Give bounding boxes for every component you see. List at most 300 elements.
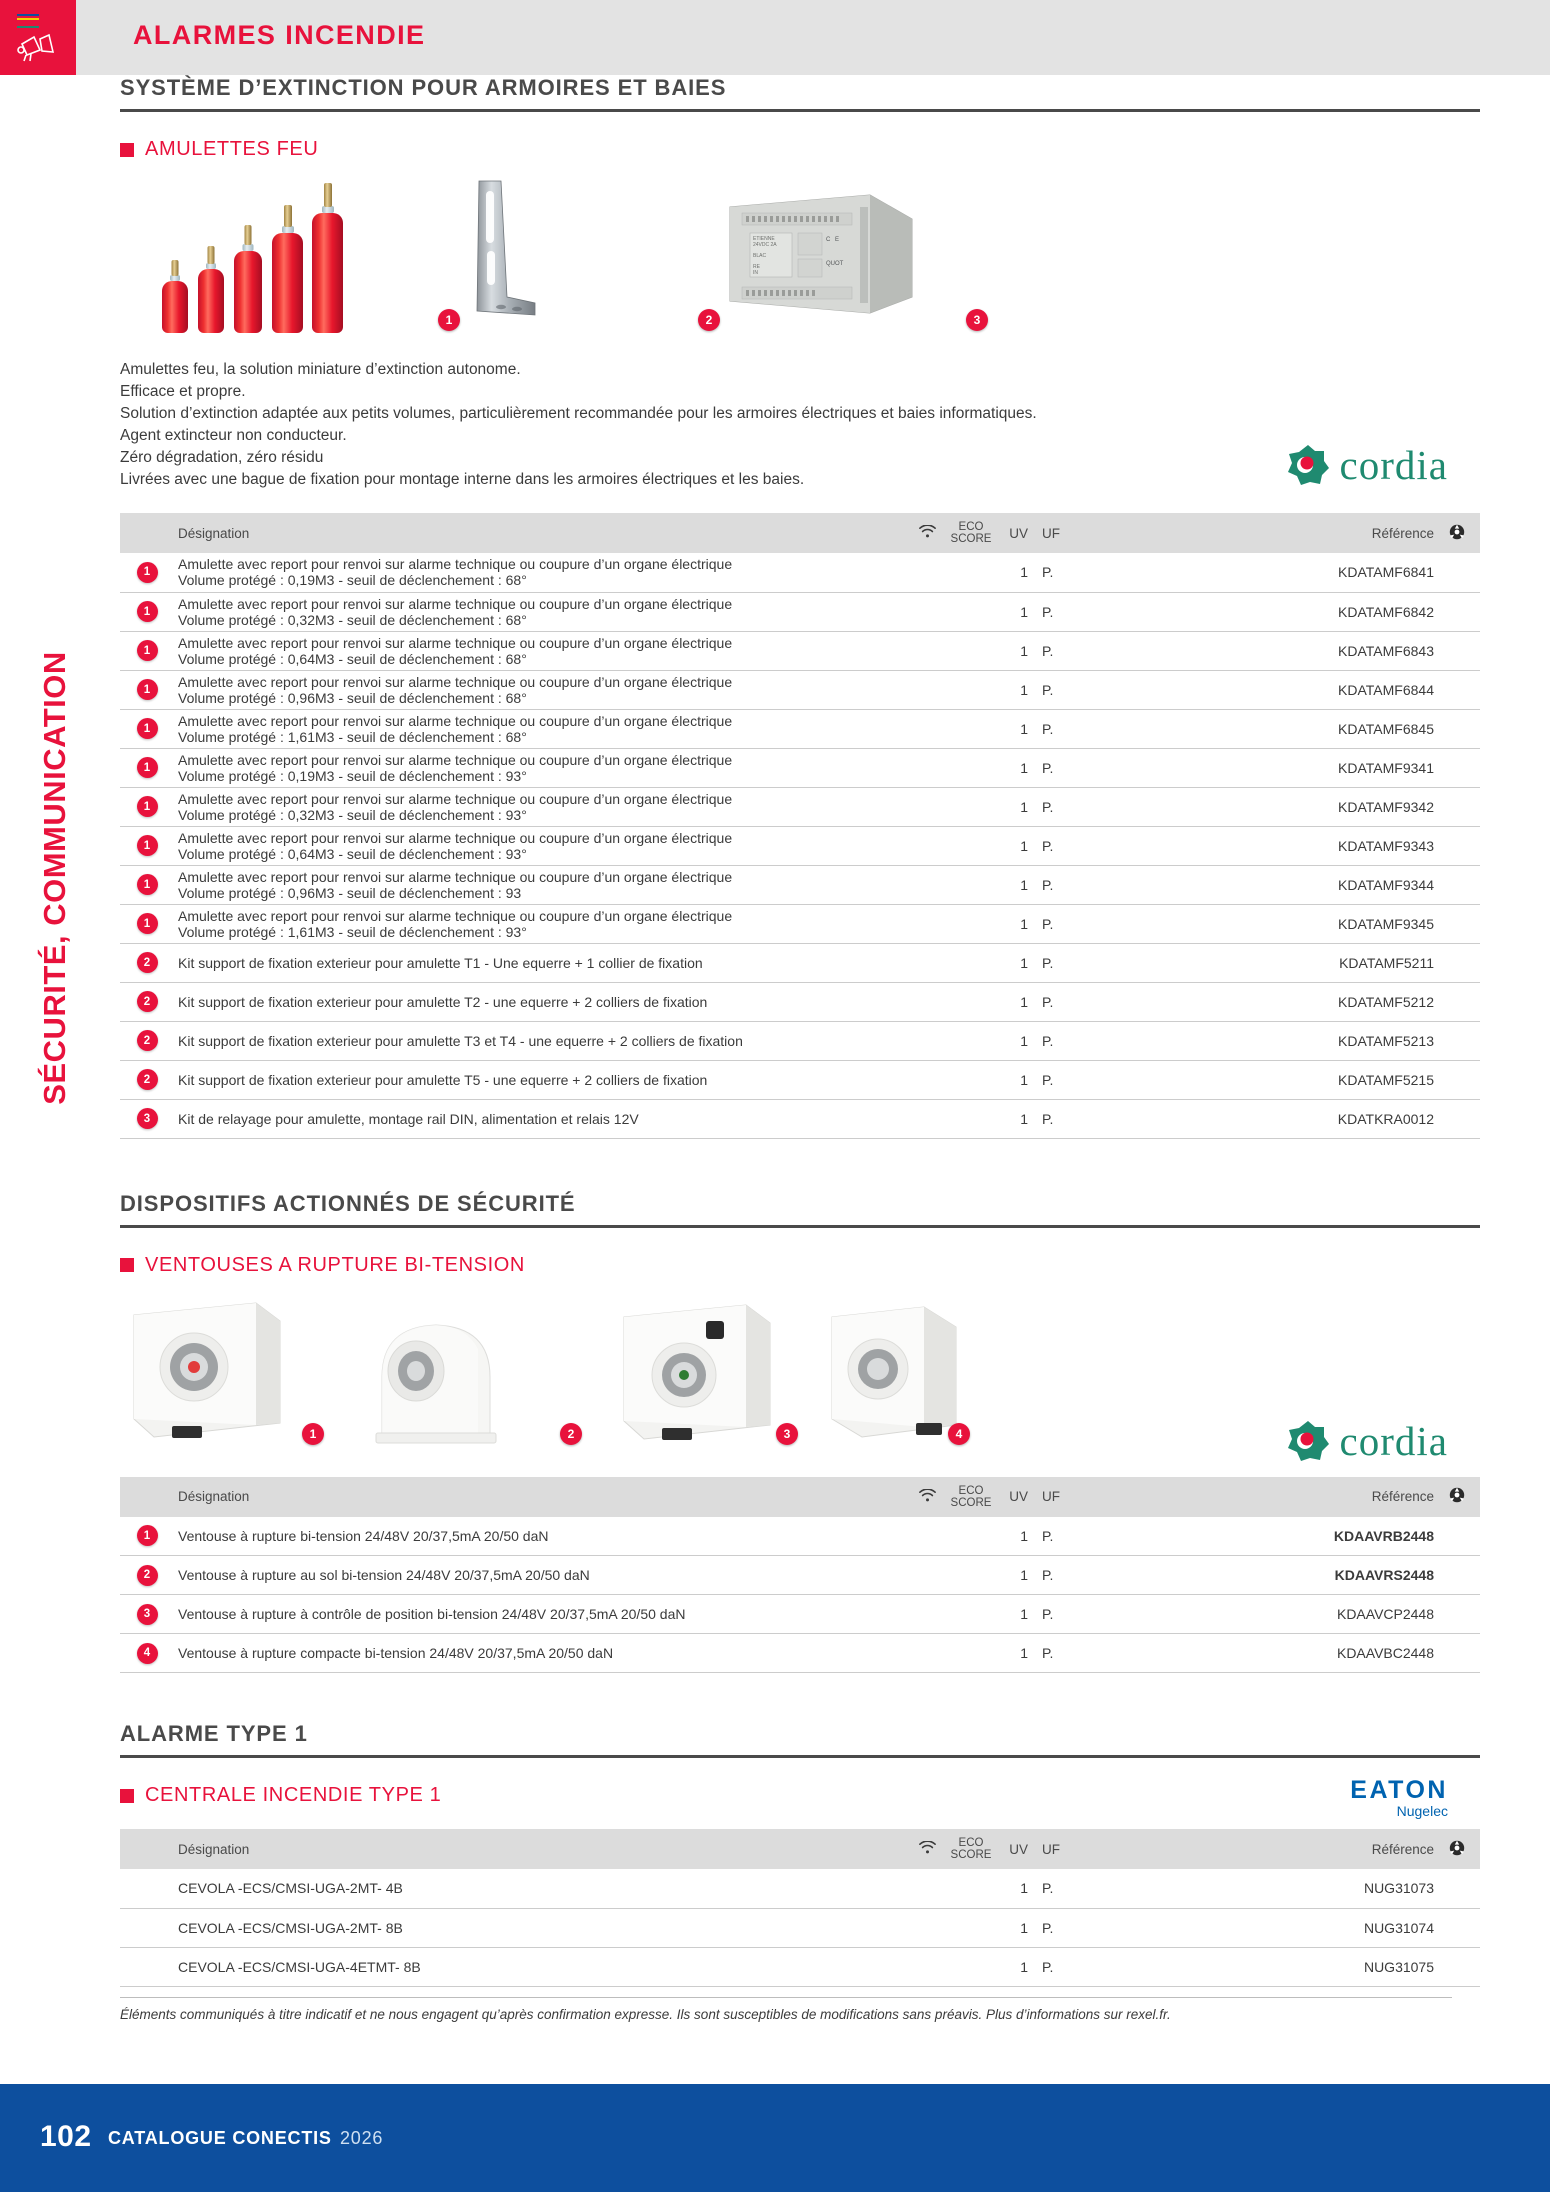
row-callout-index [120, 1634, 174, 1673]
row-uv-value: 1 [994, 1021, 1034, 1060]
row-uf-value: P. [1034, 1060, 1094, 1099]
ventouses-table [120, 1477, 1480, 1674]
row-spacer-cell [1094, 1556, 1244, 1595]
desc-line-6: Livrées avec une bague de fixation pour montage interne dans les armoires électriques et les baies. [120, 471, 805, 488]
row-eco-score-cell [948, 1947, 994, 1986]
eaton-logo [1350, 1776, 1448, 1819]
table-row [120, 1595, 1480, 1634]
row-eco-score-cell [948, 904, 994, 943]
row-callout-index [120, 1595, 174, 1634]
row-eco-score-cell [948, 1908, 994, 1947]
row-uv-value: 1 [994, 1517, 1034, 1556]
table-row [120, 787, 1480, 826]
row-eco-score-cell [948, 592, 994, 631]
designation-line-2: Volume protégé : 1,61M3 - seuil de déclenchement : 93° [178, 923, 527, 940]
sidebar-vertical-label: SÉCURITÉ, COMMUNICATION [37, 651, 72, 1105]
row-uv-value: 1 [994, 1634, 1034, 1673]
row-spacer-cell [1094, 865, 1244, 904]
row-callout-index [120, 553, 174, 592]
ventouses-table-body [120, 1517, 1480, 1673]
centrales-table-body [120, 1869, 1480, 1986]
row-wifi-cell [906, 1595, 948, 1634]
row-recycle-cell [1434, 982, 1480, 1021]
row-uf-value: P. [1034, 709, 1094, 748]
designation-line-2: Volume protégé : 0,64M3 - seuil de déclenchement : 68° [178, 650, 527, 667]
callout-badge-1: 1 [438, 309, 460, 331]
designation-line-1: CEVOLA -ECS/CMSI-UGA-4ETMT- 8B [178, 1958, 421, 1975]
designation-line-2: Volume protégé : 0,96M3 - seuil de déclenchement : 93 [178, 884, 522, 901]
row-uv-value: 1 [994, 787, 1034, 826]
row-eco-score-cell [948, 1517, 994, 1556]
designation-line-1: Ventouse à rupture compacte bi-tension 24/48V 20/37,5mA 20/50 daN [178, 1645, 614, 1661]
extinguisher-cylinder-t3 [234, 225, 262, 333]
subsection-centrale [120, 1784, 441, 1807]
catalogue-name: CATALOGUE CONECTIS [108, 2128, 332, 2148]
callout-badge: 1 [137, 1525, 158, 1546]
amulettes-table-head [120, 513, 1480, 553]
row-eco-score-cell [948, 982, 994, 1021]
th-uf-3: UF [1034, 1829, 1094, 1869]
page-number: 102 [40, 2120, 92, 2153]
row-recycle-cell [1434, 1556, 1480, 1595]
row-designation [174, 1556, 906, 1595]
recycle-icon [1449, 524, 1465, 540]
row-reference-value: NUG31073 [1244, 1869, 1434, 1908]
row-wifi-cell [906, 982, 948, 1021]
desc-line-4: Agent extincteur non conducteur. [120, 427, 347, 444]
row-eco-score-cell [948, 1556, 994, 1595]
designation-line-1: Amulette avec report pour renvoi sur alarme technique ou coupure d’un organe électrique [178, 712, 733, 729]
designation-line-1: CEVOLA -ECS/CMSI-UGA-2MT- 8B [178, 1919, 403, 1936]
row-reference-value: KDATKRA0012 [1244, 1099, 1434, 1138]
callout-badge: 1 [137, 835, 158, 856]
row-callout-index [120, 709, 174, 748]
relay-module-image [720, 189, 920, 319]
product-image-strip-amulettes [120, 171, 1480, 351]
section-heading-das: DISPOSITIFS ACTIONNÉS DE SÉCURITÉ [120, 1191, 1480, 1228]
subsection-amulettes [120, 138, 1480, 161]
disclaimer-footnote: Éléments communiqués à titre indicatif et ne nous engagent qu’après confirmation expresse. Ils sont susceptibles de modifications sans préavis. Plus d’informations sur rexel.fr. [120, 1997, 1452, 2022]
callout-badge: 1 [137, 601, 158, 622]
table-row [120, 631, 1480, 670]
row-recycle-cell [1434, 553, 1480, 592]
table-row [120, 826, 1480, 865]
th-uf: UF [1034, 513, 1094, 553]
row-designation [174, 748, 906, 787]
row-wifi-cell [906, 1099, 948, 1138]
row-designation [174, 826, 906, 865]
desc-line-5: Zéro dégradation, zéro résidu [120, 449, 324, 466]
mounting-bracket-image [455, 179, 545, 319]
designation-line-2: Volume protégé : 0,19M3 - seuil de déclenchement : 68° [178, 572, 527, 589]
row-recycle-cell [1434, 1060, 1480, 1099]
row-spacer-cell [1094, 670, 1244, 709]
row-wifi-cell [906, 1021, 948, 1060]
extinguisher-cylinder-t2 [198, 247, 224, 333]
designation-line-1: Amulette avec report pour renvoi sur alarme technique ou coupure d’un organe électrique [178, 907, 733, 924]
extinguisher-cylinder-t4 [272, 205, 303, 333]
row-uv-value: 1 [994, 982, 1034, 1021]
row-uv-value: 1 [994, 865, 1034, 904]
th-eco-line2: SCORE [950, 533, 992, 545]
cordia-logo-extinction [1285, 441, 1448, 489]
svg-text:BLAC: BLAC [753, 253, 767, 259]
ventouses-table-head [120, 1477, 1480, 1517]
callout-badge: 4 [137, 1643, 158, 1664]
callout-badge: 1 [137, 874, 158, 895]
cordia-wordmark-2: cordia [1339, 1417, 1448, 1464]
desc-line-2: Efficace et propre. [120, 383, 246, 400]
table-header-row [120, 513, 1480, 553]
row-recycle-cell [1434, 1595, 1480, 1634]
row-eco-score-cell [948, 709, 994, 748]
th-recycle-2 [1434, 1477, 1480, 1517]
row-callout-index [120, 631, 174, 670]
top-band [76, 0, 1550, 75]
cordia-mark-icon-2 [1285, 1418, 1331, 1464]
row-spacer-cell [1094, 1517, 1244, 1556]
designation-line-1: Amulette avec report pour renvoi sur alarme technique ou coupure d’un organe électrique [178, 556, 733, 573]
th-uv: UV [994, 513, 1034, 553]
row-designation [174, 787, 906, 826]
row-spacer-cell [1094, 982, 1244, 1021]
row-spacer-cell [1094, 1869, 1244, 1908]
row-uv-value: 1 [994, 1060, 1034, 1099]
ventouse-floor-image [356, 1305, 516, 1447]
row-recycle-cell [1434, 1634, 1480, 1673]
svg-text:ETIENNE: ETIENNE [753, 236, 775, 242]
row-spacer-cell [1094, 943, 1244, 982]
row-uf-value: P. [1034, 904, 1094, 943]
row-wifi-cell [906, 787, 948, 826]
row-callout-index [120, 1021, 174, 1060]
table-row [120, 865, 1480, 904]
row-recycle-cell [1434, 826, 1480, 865]
row-uf-value: P. [1034, 1556, 1094, 1595]
row-recycle-cell [1434, 1517, 1480, 1556]
row-eco-score-cell [948, 670, 994, 709]
row-callout-index [120, 592, 174, 631]
row-designation [174, 865, 906, 904]
wifi-icon [919, 525, 936, 538]
table-row [120, 1869, 1480, 1908]
category-title: ALARMES INCENDIE [133, 20, 426, 50]
designation-line-1: Ventouse à rupture au sol bi-tension 24/48V 20/37,5mA 20/50 daN [178, 1567, 590, 1583]
row-uf-value: P. [1034, 1634, 1094, 1673]
row-spacer-cell [1094, 1595, 1244, 1634]
row-reference-value: KDATAMF6844 [1244, 670, 1434, 709]
th-eco-line1: ECO [958, 521, 984, 533]
row-recycle-cell [1434, 865, 1480, 904]
table-row [120, 1021, 1480, 1060]
row-callout-index [120, 1908, 174, 1947]
row-uf-value: P. [1034, 631, 1094, 670]
designation-line-1: Kit support de fixation exterieur pour amulette T3 et T4 - une equerre + 2 colliers de fixation [178, 1032, 743, 1049]
designation-line-1: Kit support de fixation exterieur pour amulette T5 - une equerre + 2 colliers de fixation [178, 1071, 708, 1088]
row-designation [174, 1634, 906, 1673]
row-uf-value: P. [1034, 670, 1094, 709]
row-eco-score-cell [948, 1021, 994, 1060]
designation-line-1: Amulette avec report pour renvoi sur alarme technique ou coupure d’un organe électrique [178, 751, 733, 768]
row-callout-index [120, 748, 174, 787]
subsection-label-3: CENTRALE INCENDIE TYPE 1 [145, 1784, 442, 1806]
row-wifi-cell [906, 592, 948, 631]
th-recycle-3 [1434, 1829, 1480, 1869]
row-eco-score-cell [948, 631, 994, 670]
row-callout-index [120, 826, 174, 865]
th-eco-score-3 [948, 1829, 994, 1869]
row-designation [174, 592, 906, 631]
row-uv-value: 1 [994, 1556, 1034, 1595]
row-reference-value: KDATAMF5215 [1244, 1060, 1434, 1099]
table-row [120, 943, 1480, 982]
ventouse-compact-image [820, 1297, 970, 1447]
row-designation [174, 1595, 906, 1634]
callout-badge: 3 [137, 1604, 158, 1625]
callout-badge-2: 2 [698, 309, 720, 331]
row-designation [174, 709, 906, 748]
row-recycle-cell [1434, 1869, 1480, 1908]
row-designation [174, 1869, 906, 1908]
callout-badge-v2: 2 [560, 1423, 582, 1445]
eaton-sub-brand: Nugelec [1396, 1803, 1448, 1819]
row-uf-value: P. [1034, 943, 1094, 982]
designation-line-2: Volume protégé : 0,96M3 - seuil de déclenchement : 68° [178, 689, 527, 706]
row-recycle-cell [1434, 1021, 1480, 1060]
callout-badge: 1 [137, 562, 158, 583]
amulettes-table-body [120, 553, 1480, 1138]
row-uv-value: 1 [994, 943, 1034, 982]
row-spacer-cell [1094, 1099, 1244, 1138]
callout-badge: 1 [137, 796, 158, 817]
callout-badge: 1 [137, 757, 158, 778]
row-eco-score-cell [948, 787, 994, 826]
row-uf-value: P. [1034, 826, 1094, 865]
designation-line-1: CEVOLA -ECS/CMSI-UGA-2MT- 4B [178, 1880, 403, 1897]
row-designation [174, 904, 906, 943]
callout-badge: 1 [137, 640, 158, 661]
row-spacer-cell [1094, 787, 1244, 826]
row-wifi-cell [906, 1556, 948, 1595]
centrales-table [120, 1829, 1480, 1987]
red-square-bullet-icon-3 [120, 1789, 134, 1803]
row-reference-value: KDATAMF6845 [1244, 709, 1434, 748]
row-designation [174, 1021, 906, 1060]
designation-line-2: Volume protégé : 0,19M3 - seuil de déclenchement : 93° [178, 767, 527, 784]
row-callout-index [120, 1060, 174, 1099]
row-uv-value: 1 [994, 1869, 1034, 1908]
row-reference-value: KDAAVRB2448 [1244, 1517, 1434, 1556]
callout-badge-v3: 3 [776, 1423, 798, 1445]
page-footer-bar [0, 2084, 1550, 2192]
svg-text:RE: RE [753, 264, 760, 270]
section-heading-extinction: SYSTÈME D’EXTINCTION POUR ARMOIRES ET BAIES [120, 75, 1480, 112]
row-uv-value: 1 [994, 1099, 1034, 1138]
extinguisher-cylinder-t1 [162, 263, 188, 333]
svg-text:24VDC 2A: 24VDC 2A [753, 242, 777, 248]
row-recycle-cell [1434, 1099, 1480, 1138]
row-callout-index [120, 904, 174, 943]
row-designation [174, 1099, 906, 1138]
row-uv-value: 1 [994, 709, 1034, 748]
row-eco-score-cell [948, 1099, 994, 1138]
row-reference-value: KDATAMF9342 [1244, 787, 1434, 826]
row-eco-score-cell [948, 826, 994, 865]
table-row [120, 670, 1480, 709]
row-reference-value: KDATAMF6843 [1244, 631, 1434, 670]
row-eco-score-cell [948, 1060, 994, 1099]
row-recycle-cell [1434, 904, 1480, 943]
th-eco-line1-3: ECO [958, 1837, 984, 1849]
row-callout-index [120, 787, 174, 826]
row-uv-value: 1 [994, 631, 1034, 670]
designation-line-2: Volume protégé : 1,61M3 - seuil de déclenchement : 68° [178, 728, 527, 745]
row-wifi-cell [906, 904, 948, 943]
table-row [120, 1556, 1480, 1595]
callout-badge: 2 [137, 991, 158, 1012]
th-spacer-2 [1094, 1477, 1244, 1517]
row-eco-score-cell [948, 1634, 994, 1673]
row-reference-value: KDATAMF6842 [1244, 592, 1434, 631]
row-designation [174, 1517, 906, 1556]
th-recycle [1434, 513, 1480, 553]
ventouse-wall-image [120, 1293, 288, 1445]
row-spacer-cell [1094, 1947, 1244, 1986]
category-tab [0, 0, 76, 75]
siren-icon [16, 30, 60, 64]
row-callout-index [120, 1099, 174, 1138]
row-recycle-cell [1434, 670, 1480, 709]
row-spacer-cell [1094, 826, 1244, 865]
designation-line-2: Volume protégé : 0,32M3 - seuil de déclenchement : 68° [178, 611, 527, 628]
svg-text:C: C [826, 237, 831, 243]
th-uv-3: UV [994, 1829, 1034, 1869]
callout-badge-v4: 4 [948, 1423, 970, 1445]
row-uf-value: P. [1034, 1517, 1094, 1556]
th-wifi-3 [906, 1829, 948, 1869]
eaton-wordmark: EATON [1350, 1776, 1448, 1804]
row-uf-value: P. [1034, 1099, 1094, 1138]
centrales-table-head [120, 1829, 1480, 1869]
svg-text:QUOT: QUOT [826, 261, 844, 267]
designation-line-1: Amulette avec report pour renvoi sur alarme technique ou coupure d’un organe électrique [178, 829, 733, 846]
row-designation [174, 943, 906, 982]
row-recycle-cell [1434, 787, 1480, 826]
designation-line-1: Amulette avec report pour renvoi sur alarme technique ou coupure d’un organe électrique [178, 595, 733, 612]
designation-line-1: Amulette avec report pour renvoi sur alarme technique ou coupure d’un organe électrique [178, 868, 733, 885]
row-wifi-cell [906, 1908, 948, 1947]
callout-badge-3: 3 [966, 309, 988, 331]
row-recycle-cell [1434, 709, 1480, 748]
designation-line-1: Kit support de fixation exterieur pour amulette T2 - une equerre + 2 colliers de fixation [178, 993, 708, 1010]
left-sidebar [0, 0, 76, 2192]
row-eco-score-cell [948, 553, 994, 592]
row-wifi-cell [906, 1869, 948, 1908]
designation-line-1: Kit de relayage pour amulette, montage rail DIN, alimentation et relais 12V [178, 1110, 639, 1127]
table-row [120, 1060, 1480, 1099]
row-designation [174, 553, 906, 592]
th-reference-2: Référence [1244, 1477, 1434, 1517]
designation-line-1: Amulette avec report pour renvoi sur alarme technique ou coupure d’un organe électrique [178, 790, 733, 807]
designation-line-1: Kit support de fixation exterieur pour amulette T1 - Une equerre + 1 collier de fixation [178, 954, 703, 971]
cordia-logo-das [1285, 1417, 1448, 1465]
row-recycle-cell [1434, 943, 1480, 982]
row-wifi-cell [906, 670, 948, 709]
row-recycle-cell [1434, 592, 1480, 631]
row-wifi-cell [906, 748, 948, 787]
row-eco-score-cell [948, 865, 994, 904]
subsection-label: AMULETTES FEU [145, 138, 319, 160]
th-uf-2: UF [1034, 1477, 1094, 1517]
row-recycle-cell [1434, 1908, 1480, 1947]
designation-line-2: Volume protégé : 0,32M3 - seuil de déclenchement : 93° [178, 806, 527, 823]
ventouse-position-control-image [610, 1295, 778, 1447]
row-callout-index [120, 1869, 174, 1908]
th-index [120, 513, 174, 553]
row-spacer-cell [1094, 904, 1244, 943]
row-uv-value: 1 [994, 1947, 1034, 1986]
amulettes-table [120, 513, 1480, 1139]
row-eco-score-cell [948, 943, 994, 982]
section-heading-alarme: ALARME TYPE 1 [120, 1721, 1480, 1758]
th-reference-3: Référence [1244, 1829, 1434, 1869]
row-reference-value: KDATAMF9341 [1244, 748, 1434, 787]
designation-line-1: Ventouse à rupture bi-tension 24/48V 20/37,5mA 20/50 daN [178, 1527, 549, 1544]
table-header-row-2 [120, 1477, 1480, 1517]
svg-text:E: E [835, 237, 840, 243]
row-callout-index [120, 1556, 174, 1595]
callout-badge: 3 [137, 1108, 158, 1129]
row-callout-index [120, 1947, 174, 1986]
table-header-row-3 [120, 1829, 1480, 1869]
designation-line-1: Amulette avec report pour renvoi sur alarme technique ou coupure d’un organe électrique [178, 673, 733, 690]
row-recycle-cell [1434, 631, 1480, 670]
row-eco-score-cell [948, 1595, 994, 1634]
designation-line-2: Volume protégé : 0,64M3 - seuil de déclenchement : 93° [178, 845, 527, 862]
table-row [120, 1517, 1480, 1556]
th-reference: Référence [1244, 513, 1434, 553]
row-uv-value: 1 [994, 553, 1034, 592]
row-spacer-cell [1094, 1634, 1244, 1673]
th-eco-score-2 [948, 1477, 994, 1517]
row-reference-value: KDATAMF6841 [1244, 553, 1434, 592]
th-index-3 [120, 1829, 174, 1869]
row-reference-value: KDATAMF5211 [1244, 943, 1434, 982]
th-eco-line2-2: SCORE [950, 1496, 992, 1509]
row-designation [174, 982, 906, 1021]
row-wifi-cell [906, 553, 948, 592]
row-designation [174, 631, 906, 670]
th-designation-2: Désignation [174, 1477, 906, 1517]
row-reference-value: KDAAVBC2448 [1244, 1634, 1434, 1673]
row-designation [174, 670, 906, 709]
row-reference-value: NUG31075 [1244, 1947, 1434, 1986]
row-uv-value: 1 [994, 904, 1034, 943]
table-row [120, 1634, 1480, 1673]
row-spacer-cell [1094, 748, 1244, 787]
page-content [120, 75, 1480, 2022]
row-designation [174, 1947, 906, 1986]
callout-badge: 2 [137, 1069, 158, 1090]
table-row [120, 748, 1480, 787]
recycle-icon-3 [1449, 1840, 1465, 1856]
row-wifi-cell [906, 826, 948, 865]
row-spacer-cell [1094, 631, 1244, 670]
svg-text:IN: IN [753, 270, 758, 276]
amulettes-description [120, 359, 1037, 491]
row-uv-value: 1 [994, 748, 1034, 787]
row-uf-value: P. [1034, 1595, 1094, 1634]
